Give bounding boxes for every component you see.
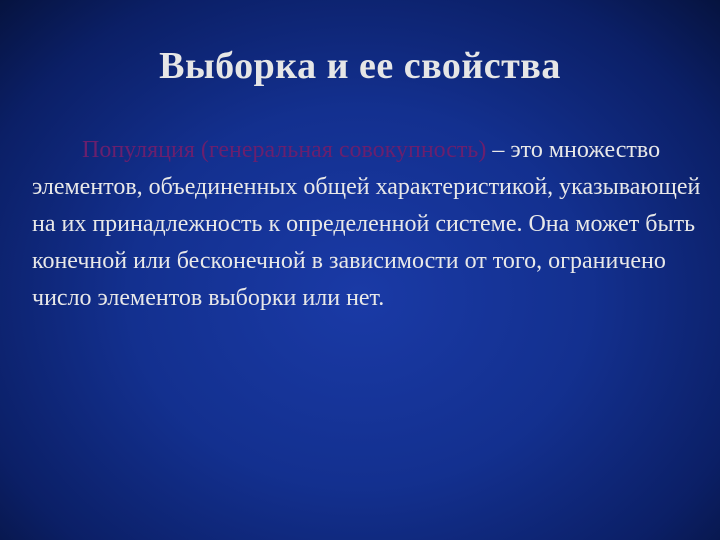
slide-body-text <box>32 132 708 317</box>
slide-title: Выборка и ее свойства <box>159 45 561 87</box>
highlighted-term: Популяция (генеральная совокупность) <box>82 137 487 163</box>
definition-text: – это множество элементов, объединенных общей характеристикой, указывающей на их принадлежность к определенной системе. Она может быть конечной или бесконечной в зависимости от того, ограничено число элементов выборки или нет. <box>32 137 701 311</box>
